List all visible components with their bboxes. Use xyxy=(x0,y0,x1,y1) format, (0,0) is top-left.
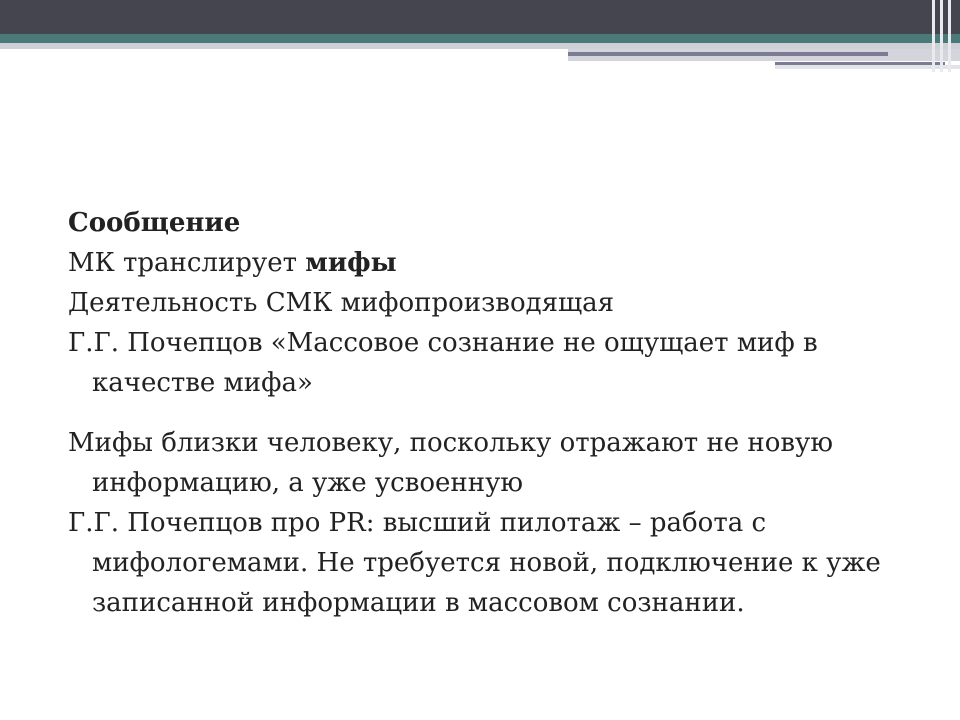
text-line-5: Г.Г. Почепцов про PR: высший пилотаж – работа с мифологемами. Не требуется новой, подключение к уже записанной информации в массовом сознании. xyxy=(68,508,881,618)
slide-content xyxy=(68,203,918,623)
text-line-3: Г.Г. Почепцов «Массовое сознание не ощущает миф в качестве мифа» xyxy=(68,328,818,398)
text-line-1 xyxy=(68,243,918,283)
text-line-1-emphasis: мифы xyxy=(305,248,397,278)
slide-heading: Сообщение xyxy=(68,208,241,238)
header-teal-band xyxy=(0,34,960,43)
text-line-2: Деятельность СМК мифопроизводящая xyxy=(68,288,615,318)
header-accent-shadow xyxy=(775,65,960,69)
text-line-1-prefix: МК транслирует xyxy=(68,248,306,278)
header-dark-band xyxy=(0,0,960,34)
text-line-4: Мифы близки человеку, поскольку отражают не новую информацию, а уже усвоенную xyxy=(68,428,833,498)
header-accent-line xyxy=(568,52,888,56)
